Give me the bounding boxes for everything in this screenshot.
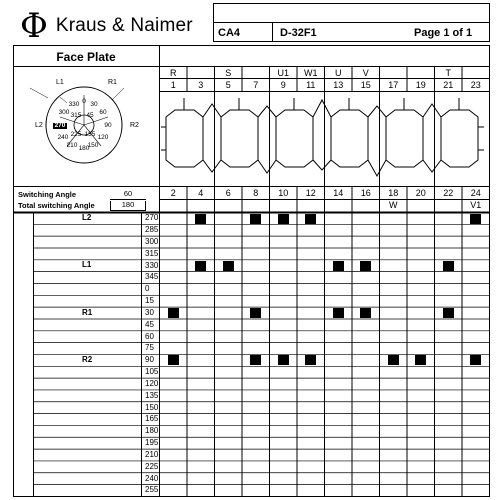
brand-name: Kraus & Naimer: [55, 15, 193, 36]
position-angle: 330: [145, 260, 159, 270]
contact-closed-marker: [333, 308, 344, 318]
contact-closed-marker: [168, 308, 179, 318]
terminal-number-bottom: 4: [198, 188, 204, 198]
dial-label-r2: R2: [130, 122, 139, 129]
terminal-number-bottom: 6: [225, 188, 231, 198]
total-switching-angle-value: 180: [110, 201, 146, 211]
switching-angle-label: Switching Angle: [18, 190, 77, 199]
contact-closed-marker: [415, 355, 426, 365]
contact-closed-marker: [223, 261, 234, 271]
position-angle: 90: [145, 355, 154, 365]
dial-angle-120: 120: [97, 133, 109, 141]
terminal-number-top: 19: [415, 80, 426, 90]
series-label: CA4: [218, 27, 241, 39]
terminal-number-bottom: 10: [278, 188, 289, 198]
switching-angle-value: 60: [110, 190, 146, 200]
terminal-letter-bottom: W: [389, 200, 398, 210]
dial-angle-240: 240: [57, 133, 69, 141]
position-angle: 60: [145, 331, 154, 341]
terminal-number-bottom: 14: [333, 188, 344, 198]
page-label: Page 1 of 1: [414, 27, 473, 39]
position-angle: 135: [145, 390, 159, 400]
terminal-number-bottom: 8: [253, 188, 259, 198]
contact-closed-marker: [305, 355, 316, 365]
position-label: R2: [82, 354, 93, 364]
position-label: L2: [82, 213, 92, 222]
contact-closed-marker: [195, 214, 206, 224]
position-angle: 75: [145, 343, 154, 353]
contact-closed-marker: [195, 261, 206, 271]
dial-angle-315: 315: [70, 111, 82, 119]
position-label: R1: [82, 307, 93, 317]
dial-angle-135: 135: [84, 130, 96, 138]
dial-angle-150: 150: [87, 141, 99, 149]
terminal-number-bottom: 22: [443, 188, 454, 198]
contact-closed-marker: [250, 308, 261, 318]
total-switching-angle-label: Total switching Angle: [18, 201, 95, 210]
contact-closed-marker: [470, 214, 481, 224]
dial-label-r1: R1: [108, 79, 117, 86]
terminal-number-top: 15: [360, 80, 371, 90]
position-angle: 0: [145, 284, 150, 294]
terminal-number-bottom: 2: [170, 188, 176, 198]
contact-closed-marker: [360, 308, 371, 318]
terminal-number-top: 21: [443, 80, 454, 90]
terminal-number-top: 13: [333, 80, 344, 90]
terminal-letter-top: W1: [304, 68, 318, 78]
contact-closed-marker: [305, 214, 316, 224]
contact-closed-marker: [388, 355, 399, 365]
terminal-number-top: 17: [388, 80, 399, 90]
position-angle: 315: [145, 248, 159, 258]
dial-angle-270: 270: [54, 121, 66, 129]
dial-angle-300: 300: [58, 108, 70, 116]
position-angle: 270: [145, 213, 159, 223]
terminal-number-top: 9: [280, 80, 286, 90]
position-label: L1: [82, 260, 92, 270]
terminal-number-bottom: 12: [305, 188, 316, 198]
terminal-letter-top: T: [445, 68, 451, 78]
position-angle: 240: [145, 473, 159, 483]
position-angle: 210: [145, 449, 159, 459]
contact-closed-marker: [250, 214, 261, 224]
position-angle: 150: [145, 402, 159, 412]
terminal-number-bottom: 16: [360, 188, 371, 198]
dial-angle-60: 60: [99, 108, 107, 116]
position-angle: 165: [145, 414, 159, 424]
brand-logo: [20, 6, 193, 46]
contact-closed-marker: [278, 355, 289, 365]
contact-closed-marker: [168, 355, 179, 365]
dial-angle-225: 225: [70, 130, 82, 138]
code-label: D-32F1: [280, 27, 317, 39]
contact-closed-marker: [360, 261, 371, 271]
terminal-letter-top: S: [225, 68, 232, 78]
dial-angle-30: 30: [90, 100, 98, 108]
position-angle: 180: [145, 426, 159, 436]
dial-label-l1: L1: [56, 79, 64, 86]
terminal-letter-top: V: [362, 68, 369, 78]
position-angle: 30: [145, 307, 154, 317]
face-plate-title: Face Plate: [56, 50, 116, 64]
dial-angle-45: 45: [86, 111, 94, 119]
position-angle: 105: [145, 367, 159, 377]
terminal-letter-bottom: V1: [470, 200, 482, 210]
position-angle: 285: [145, 225, 159, 235]
position-angle: 255: [145, 485, 159, 495]
terminal-number-top: 23: [470, 80, 481, 90]
contact-closed-marker: [250, 355, 261, 365]
terminal-number-bottom: 20: [415, 188, 426, 198]
position-angle: 345: [145, 272, 159, 282]
dial-angle-210: 210: [66, 141, 78, 149]
position-angle: 300: [145, 236, 159, 246]
contact-closed-marker: [470, 355, 481, 365]
terminal-letter-top: U: [335, 68, 342, 78]
dial-angle-90: 90: [104, 121, 112, 129]
contact-closed-marker: [333, 261, 344, 271]
terminal-number-top: 1: [170, 80, 176, 90]
terminal-letter-top: U1: [277, 68, 289, 78]
contact-closed-marker: [278, 214, 289, 224]
contact-schematic: [161, 98, 484, 176]
position-angle: 45: [145, 319, 154, 329]
terminal-letter-top: R: [170, 68, 177, 78]
dial-angle-0: 0: [82, 97, 86, 105]
contact-closed-marker: [443, 308, 454, 318]
dial-angle-180: 180: [78, 144, 90, 152]
terminal-number-top: 5: [225, 80, 231, 90]
dial-angle-330: 330: [68, 100, 80, 108]
terminal-number-bottom: 18: [388, 188, 399, 198]
position-angle: 15: [145, 296, 154, 306]
terminal-number-bottom: 24: [470, 188, 481, 198]
terminal-number-top: 3: [198, 80, 204, 90]
position-angle: 225: [145, 461, 159, 471]
position-angle: 120: [145, 378, 159, 388]
terminal-number-top: 11: [306, 80, 316, 90]
dial-label-l2: L2: [35, 122, 43, 129]
terminal-number-top: 7: [253, 80, 259, 90]
position-angle: 195: [145, 438, 159, 448]
phi-logo-icon: Φ: [20, 6, 48, 46]
contact-closed-marker: [443, 261, 454, 271]
